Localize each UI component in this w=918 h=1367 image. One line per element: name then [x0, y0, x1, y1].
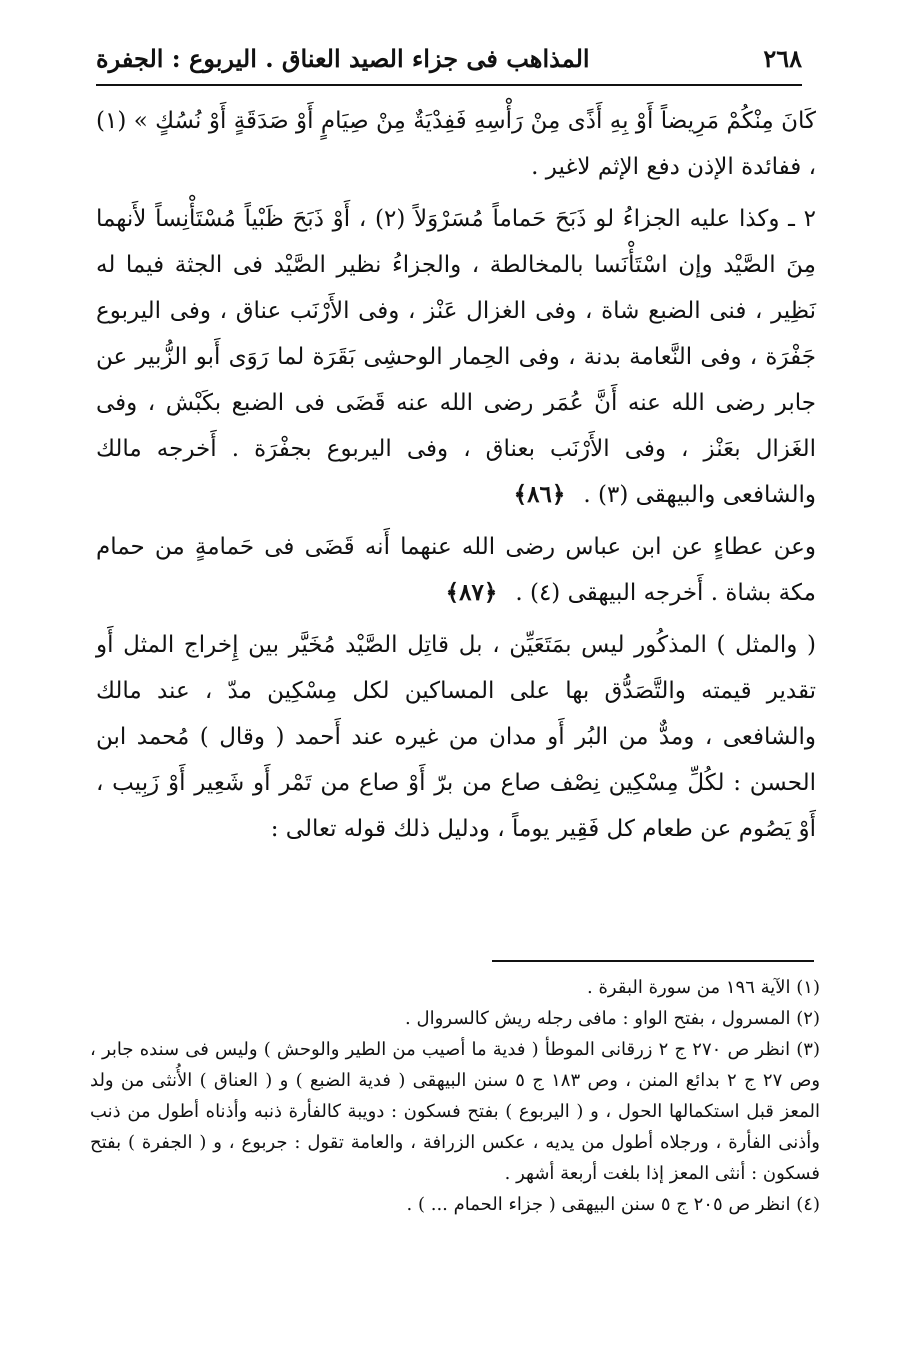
- header-divider: [96, 84, 802, 86]
- footnotes: [90, 972, 820, 1220]
- hadith-ref-86: ﴿٨٦﴾: [513, 481, 566, 508]
- paragraph-1: كَانَ مِنْكُمْ مَرِيضاً أَوْ بِهِ أَذًى مِنْ رَأْسِهِ فَفِدْيَةٌ مِنْ صِيَامٍ أَوْ صَدَقَةٍ أَوْ نُسُكٍ » (١) ، ففائدة الإذن دفع الإثم لاغير .: [96, 108, 816, 180]
- paragraph-2-text: ٢ ـ وكذا عليه الجزاءُ لو ذَبَحَ حَماماً مُسَرْوَلاً (٢) ، أَوْ ذَبَحَ ظَبْياً مُسْتَأْنِساً لأَنهما مِنَ الصَّيْد وإن اسْتَأْنَسا بالمخالطة ، والجزاءُ نظير الصَّيْد فى الجثة فيما له نَظِير ، فنى الضبع شاة ، وفى الغزال عَنْز ، وفى الأَرْنَب عناق ، وفى اليربوع جَفْرَة ، وفى النَّعامة بدنة ، وفى الحِمار الوحشِى بَقَرَة لما رَوَى أَبو الزُّبير عن جابر رضى الله عنه أَنَّ عُمَر رضى الله عنه قَضَى فى الضبع بكَبْش ، وفى الغَزال بعَنْز ، وفى الأَرْنَب بعناق ، وفى اليربوع بجفْرَة . أَخرجه مالك والشافعى والبيهقى (٣) .: [96, 206, 816, 508]
- page-number: ٢٦٨: [763, 43, 802, 73]
- paragraph-2: [96, 196, 816, 518]
- footnote-1: (١) الآية ١٩٦ من سورة البقرة .: [587, 977, 820, 998]
- hadith-ref-87: ﴿٨٧﴾: [445, 579, 498, 606]
- footnote-divider: [492, 960, 814, 962]
- footnote-4: (٤) انظر ص ٢٠٥ ج ٥ سنن البيهقى ( جزاء الحمام ... ) .: [406, 1194, 820, 1215]
- paragraph-3: [96, 524, 816, 616]
- running-title: المذاهب فى جزاء الصيد العناق . اليربوع : الجفرة: [96, 43, 590, 73]
- paragraph-3-text: وعن عطاءٍ عن ابن عباس رضى الله عنهما أَنه قَضَى فى حَمامةٍ من حمام مكة بشاة . أَخرجه البيهقى (٤) .: [96, 534, 816, 606]
- page-header: [96, 38, 802, 78]
- main-text: [96, 98, 816, 858]
- footnote-3: (٣) انظر ص ٢٧٠ ج ٢ زرقانى الموطأ ( فدية ما أصيب من الطير والوحش ) وليس فى سنده جابر ، وص ٢٧ ج ٢ بدائع المنن ، وص ١٨٣ ج ٥ سنن البيهقى ( فدية الضبع ) و ( العناق ) الأُنثى من ولد المعز قبل استكمالها الحول ، و ( اليربوع ) بفتح فسكون : دويبة كالفأرة ذنبه وأذناه أطول من ذنب وأذنى الفأرة ، ورجلاه أطول من يديه ، عكس الزرافة ، والعامة تقول : جربوع ، و ( الجفرة ) بفتح فسكون : أنثى المعز إذا بلغت أربعة أشهر .: [90, 1039, 821, 1184]
- paragraph-4: ( والمثل ) المذكُور ليس بمَتَعَيِّن ، بل قاتِل الصَّيْد مُخَيَّر بين إِخراج المثل أَو تقدير قيمته والتَّصَدُّق بها على المساكين لكل مِسْكِين مدّ ، عند مالك والشافعى ، ومدٌّ من البُر أَو مدان من غيره عند أَحمد ( وقال ) مُحمد ابن الحسن : لكُلِّ مِسْكِين نِصْف صاع من برّ أَوْ صاع من تَمْر أَو شَعِير أَوْ زَبِيب ، أَوْ يَصُوم عن طعام كل فَقِير يوماً ، ودليل ذلك قوله تعالى :: [96, 632, 816, 842]
- footnote-2: (٢) المسرول ، بفتح الواو : مافى رجله ريش كالسروال .: [405, 1008, 820, 1029]
